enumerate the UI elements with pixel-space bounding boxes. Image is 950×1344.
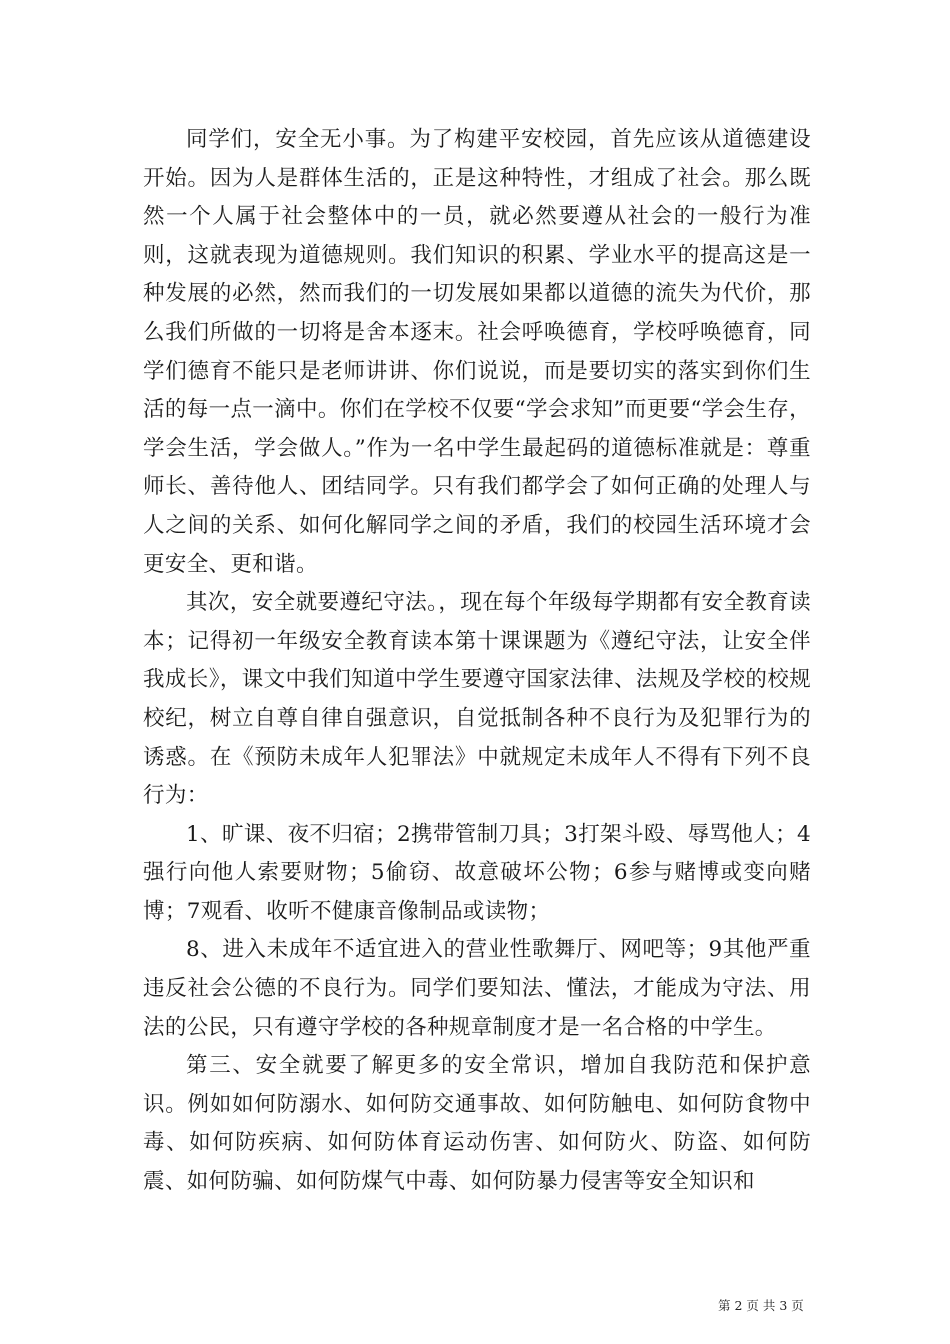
paragraph-moral-education: 同学们，安全无小事。为了构建平安校园，首先应该从道德建设开始。因为人是群体生活的，正是这种特性，才组成了社会。那么既然一个人属于社会整体中的一员，就必然要遵从社会的一般行为准则，这就表现为道德规则。我们知识的积累、学业水平的提高这是一种发展的必然，然而我们的一切发展如果都以道德的流失为代价，那么我们所做的一切将是舍本逐末。社会呼唤德育，学校呼唤德育，同学们德育不能只是老师讲讲、你们说说，而是要切实的落实到你们生活的每一点一滴中。你们在学校不仅要“学会求知”而更要“学会生存，学会生活，学会做人。”作为一名中学生最起码的道德标准就是：尊重师长、善待他人、团结同学。只有我们都学会了如何正确的处理人与人之间的关系、如何化解同学之间的矛盾，我们的校园生活环境才会更安全、更和谐。 bbox=[143, 127, 811, 577]
page-number: 第 2 页 共 3 页 bbox=[718, 1298, 804, 1313]
paragraph-law-abiding: 其次，安全就要遵纪守法。，现在每个年级每学期都有安全教育读本；记得初一年级安全教育读本第十课课题为《遵纪守法，让安全伴我成长》，课文中我们知道中学生要遵守国家法律、法规及学校的校规校纪，树立自尊自律自强意识，自觉抵制各种不良行为及犯罪行为的诱惑。在《预防未成年人犯罪法》中就规定未成年人不得有下列不良行为： bbox=[143, 590, 811, 809]
body-text bbox=[143, 121, 811, 1202]
paragraph-bad-behaviors-list-1: 1、旷课、夜不归宿；2携带管制刀具；3打架斗殴、辱骂他人；4强行向他人索要财物；5偷窃、故意破坏公物；6参与赌博或变向赌博；7观看、收听不健康音像制品或读物； bbox=[143, 821, 811, 924]
paragraph-bad-behaviors-list-2: 8、进入未成年不适宜进入的营业性歌舞厅、网吧等；9其他严重违反社会公德的不良行为。同学们要知法、懂法，才能成为守法、用法的公民，只有遵守学校的各种规章制度才是一名合格的中学生。 bbox=[143, 937, 811, 1040]
paragraph-safety-knowledge: 第三、安全就要了解更多的安全常识，增加自我防范和保护意识。例如如何防溺水、如何防交通事故、如何防触电、如何防食物中毒、如何防疾病、如何防体育运动伤害、如何防火、防盗、如何防震、如何防骗、如何防煤气中毒、如何防暴力侵害等安全知识和 bbox=[143, 1053, 811, 1195]
